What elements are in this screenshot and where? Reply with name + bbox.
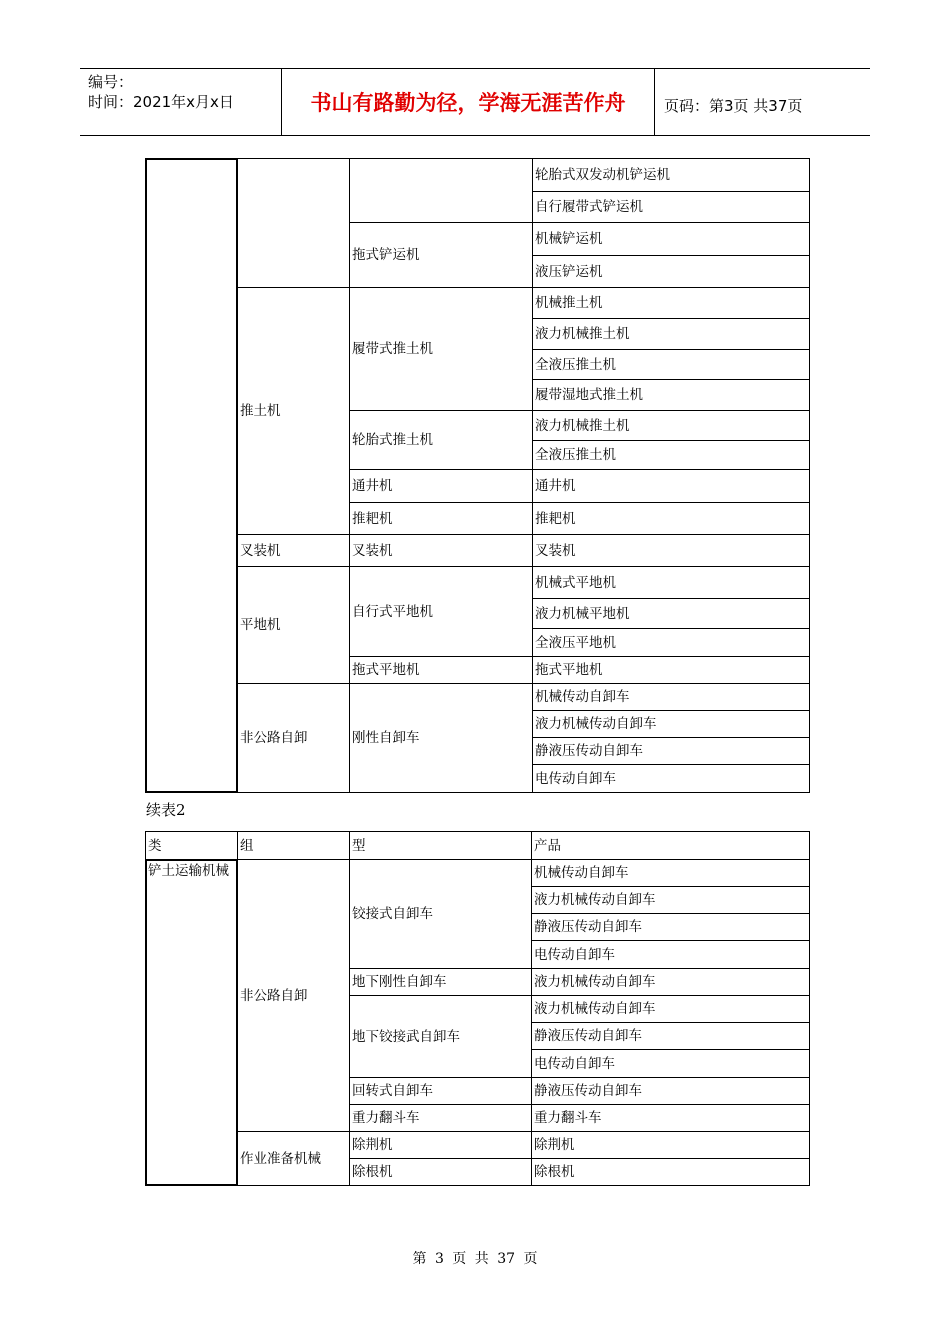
table-cell: 履带湿地式推土机 [532, 379, 810, 411]
table-cell: 铰接式自卸车 [349, 859, 532, 969]
table-cell: 通井机 [349, 469, 533, 503]
table-cell: 刚性自卸车 [349, 683, 533, 793]
table-cell: 除荆机 [531, 1131, 810, 1159]
table-cell: 拖式平地机 [349, 656, 533, 684]
table-cell: 电传动自卸车 [531, 1049, 810, 1078]
table-cell: 轮胎式推土机 [349, 410, 533, 470]
table-cell: 机械推土机 [532, 287, 810, 319]
table-cell: 液力机械传动自卸车 [531, 886, 810, 914]
header-time-label: 时间：2021年x月x日 [88, 93, 234, 111]
table-cell: 回转式自卸车 [349, 1077, 532, 1105]
table-cell: 静液压传动自卸车 [531, 1022, 810, 1050]
table-header-cell: 类 [145, 831, 238, 860]
table-cell: 全液压推土机 [532, 440, 810, 470]
table-cell [349, 158, 533, 223]
table-cell: 推耙机 [349, 502, 533, 535]
table-cell: 静液压传动自卸车 [531, 913, 810, 941]
table-cell: 重力翻斗车 [349, 1104, 532, 1132]
table-cell: 液压铲运机 [532, 255, 810, 288]
table-cell: 推耙机 [532, 502, 810, 535]
table-cell: 机械传动自卸车 [531, 859, 810, 887]
table-cell: 叉装机 [237, 534, 350, 567]
table-cell: 拖式铲运机 [349, 222, 533, 288]
table-cell: 机械式平地机 [532, 566, 810, 599]
table-cell: 静液压传动自卸车 [532, 737, 810, 765]
table-cell: 液力机械传动自卸车 [531, 995, 810, 1023]
table-cell: 机械铲运机 [532, 222, 810, 256]
table-cell: 液力机械传动自卸车 [532, 710, 810, 738]
table-cell: 自行式平地机 [349, 566, 533, 657]
table-cell: 履带式推土机 [349, 287, 533, 411]
table-cell: 通井机 [532, 469, 810, 503]
table-cell: 除根机 [531, 1158, 810, 1186]
table-cell: 除荆机 [349, 1131, 532, 1159]
table-cell: 地下铰接武自卸车 [349, 995, 532, 1078]
table-cell: 叉装机 [349, 534, 533, 567]
table-cell: 除根机 [349, 1158, 532, 1186]
table-cell: 推土机 [237, 287, 350, 535]
table-cell: 非公路自卸 [237, 683, 350, 793]
table-cell: 电传动自卸车 [531, 940, 810, 969]
table-cell: 铲土运输机械 [145, 859, 238, 1186]
table-cell: 全液压推土机 [532, 349, 810, 380]
table-header-cell: 型 [349, 831, 532, 860]
table-cell: 电传动自卸车 [532, 764, 810, 793]
table-cell: 平地机 [237, 566, 350, 684]
table-cell: 重力翻斗车 [531, 1104, 810, 1132]
table-cell: 轮胎式双发动机铲运机 [532, 158, 810, 192]
header-divider-right [654, 68, 655, 136]
table-cell: 静液压传动自卸车 [531, 1077, 810, 1105]
category-column-continued [145, 158, 238, 793]
header-page-info: 页码：第3页 共37页 [664, 97, 803, 115]
table-cell: 液力机械推土机 [532, 410, 810, 441]
table-cell: 拖式平地机 [532, 656, 810, 684]
table-header-cell: 组 [237, 831, 350, 860]
table-cell: 地下刚性自卸车 [349, 968, 532, 996]
page-footer: 第 3 页 共 37 页 [412, 1251, 538, 1267]
table-cell: 液力机械平地机 [532, 598, 810, 629]
header-motto: 书山有路勤为径，学海无涯苦作舟 [310, 91, 626, 115]
table-cell: 机械传动自卸车 [532, 683, 810, 711]
table-cell: 全液压平地机 [532, 628, 810, 657]
header-number-label: 编号： [88, 73, 134, 91]
table-cell: 自行履带式铲运机 [532, 191, 810, 223]
table-header-cell: 产品 [531, 831, 810, 860]
table-cell: 非公路自卸 [237, 859, 350, 1132]
table-cell: 叉装机 [532, 534, 810, 567]
table-cell [237, 158, 350, 288]
table-cell: 液力机械传动自卸车 [531, 968, 810, 996]
table-cell: 作业准备机械 [237, 1131, 350, 1186]
table-caption: 续表2 [146, 801, 186, 819]
table-cell: 液力机械推土机 [532, 318, 810, 350]
